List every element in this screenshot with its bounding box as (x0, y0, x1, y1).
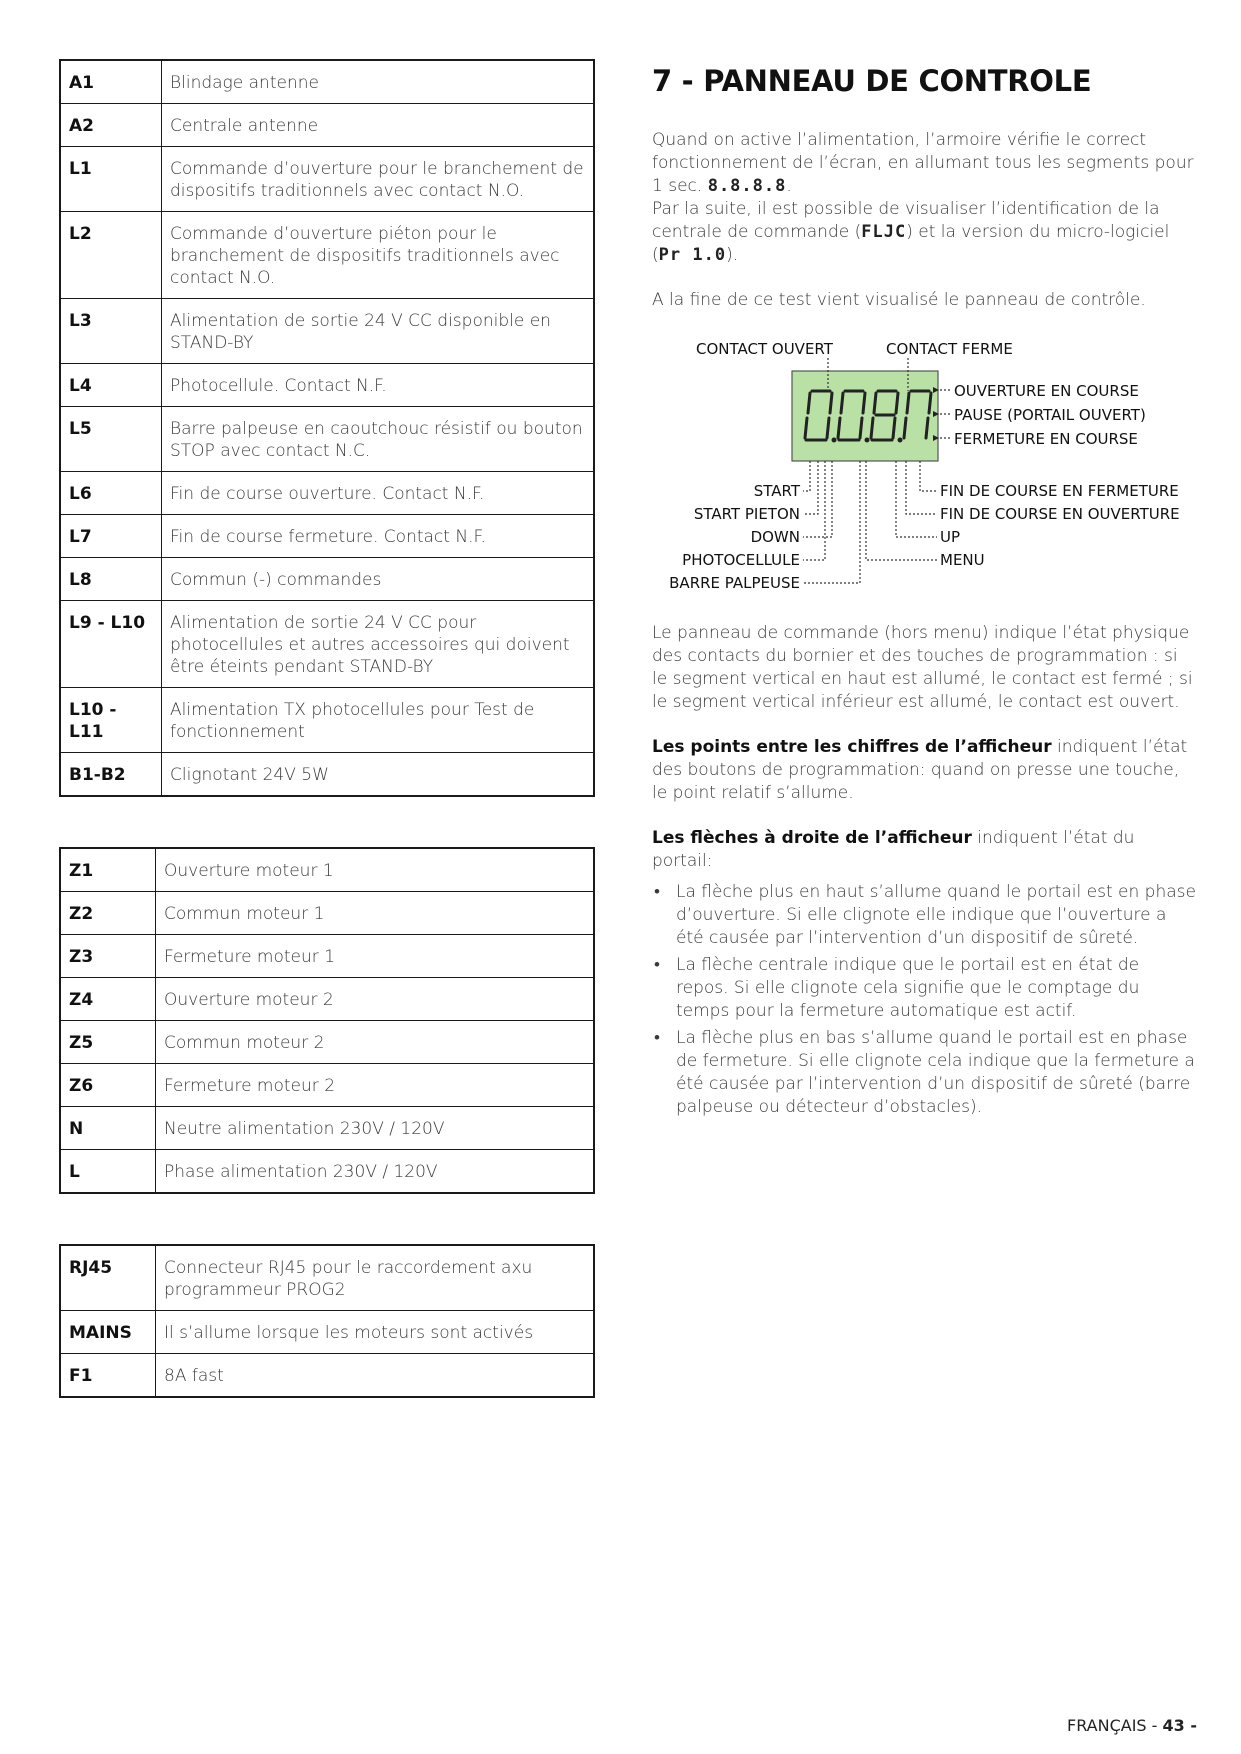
terminal-code: Z2 (60, 892, 156, 935)
bullet-text: La flèche centrale indique que le portail est en état de repos. Si elle clignote cela signifie que le comptage du temps pour la fermeture automatique est actif. (676, 955, 1140, 1021)
terminal-description: Alimentation de sortie 24 V CC disponible en STAND-BY (162, 299, 595, 364)
terminal-description: Commun (-) commandes (162, 558, 595, 601)
intro-text-2a: Par la suite, il est possible de visualiser l’identification de la centrale de commande ( (652, 199, 1160, 242)
table-row (60, 147, 594, 212)
bullet-dot: • (654, 882, 660, 902)
terminal-description: Il s’allume lorsque les moteurs sont activés (156, 1311, 595, 1354)
table-row (60, 1245, 594, 1311)
terminal-description: Alimentation TX photocellules pour Test de fonctionnement (162, 688, 595, 753)
terminal-code: L1 (60, 147, 162, 212)
terminal-code: Z3 (60, 935, 156, 978)
terminal-description: Connecteur RJ45 pour le raccordement axu programmeur PROG2 (156, 1245, 595, 1311)
terminal-code: RJ45 (60, 1245, 156, 1311)
label-barre-palpeuse: BARRE PALPEUSE (669, 574, 800, 592)
table-row (60, 212, 594, 299)
table-row (60, 753, 594, 797)
bullet-item (652, 954, 1197, 1023)
terminal-table-motors (59, 847, 595, 1194)
terminal-code: N (60, 1107, 156, 1150)
terminal-tables (59, 59, 595, 1398)
table-row (60, 892, 594, 935)
terminal-description: Barre palpeuse en caoutchouc résistif ou bouton STOP avec contact N.C. (162, 407, 595, 472)
segment-id-code: FLJC (861, 222, 907, 242)
terminal-description: Centrale antenne (162, 104, 595, 147)
intro-text-2c: ). (726, 245, 739, 265)
points-text: indiquent l’état des boutons de programmation: quand on presse une touche, le point relatif s’allume. (652, 737, 1188, 803)
terminal-description: Neutre alimentation 230V / 120V (156, 1107, 595, 1150)
terminal-description: Clignotant 24V 5W (162, 753, 595, 797)
label-up: UP (940, 528, 961, 546)
label-contact-ferme: CONTACT FERME (886, 340, 1013, 358)
terminal-description: Blindage antenne (162, 60, 595, 104)
terminal-description: Phase alimentation 230V / 120V (156, 1150, 595, 1194)
terminal-description: Photocellule. Contact N.F. (162, 364, 595, 407)
terminal-code: L3 (60, 299, 162, 364)
intro-id-line (652, 198, 1197, 267)
table-row (60, 688, 594, 753)
table-row (60, 1354, 594, 1398)
segment-version-code: Pr 1.0 (658, 245, 727, 265)
points-heading: Les points entre les chiffres de l’afficheur (652, 737, 1052, 757)
terminal-code: B1-B2 (60, 753, 162, 797)
page-footer (1067, 1716, 1197, 1735)
label-ouverture-en-course: OUVERTURE EN COURSE (954, 382, 1139, 400)
bullet-dot: • (654, 955, 660, 975)
table-row (60, 472, 594, 515)
terminal-table-connections (59, 59, 595, 797)
terminal-description: Fin de course ouverture. Contact N.F. (162, 472, 595, 515)
intro-text-1-end: . (786, 176, 792, 196)
terminal-code: Z5 (60, 1021, 156, 1064)
bullet-text: La flèche plus en bas s’allume quand le portail est en phase de fermeture. Si elle clignote cela indique que la fermeture a été causée par l’intervention d’un dispositif de sûreté (barre palpeuse ou détecteur d’obstacles). (676, 1028, 1195, 1117)
state-paragraph: Le panneau de commande (hors menu) indique l’état physique des contacts du bornier et des touches de programmation : si le segment vertical en haut est allumé, le contact est fermé ; si le segment vertical inférieur est allumé, le contact est ouvert. (652, 623, 1193, 712)
intro-text-2b: ) et la version du micro-logiciel ( (652, 222, 1170, 265)
page-number: 43 (1162, 1716, 1185, 1735)
label-fermeture-en-course: FERMETURE EN COURSE (954, 430, 1138, 448)
table-row (60, 1064, 594, 1107)
label-fin-ouverture: FIN DE COURSE EN OUVERTURE (940, 505, 1180, 523)
bullet-item (652, 881, 1197, 950)
points-paragraph (652, 736, 1197, 805)
intro-paragraph-end: A la fine de ce test vient visualisé le panneau de contrôle. (652, 290, 1146, 310)
terminal-code: L7 (60, 515, 162, 558)
arrows-text: indiquent l’état du portail: (652, 828, 1135, 871)
label-fin-fermeture: FIN DE COURSE EN FERMETURE (940, 482, 1179, 500)
terminal-description: Commande d’ouverture pour le branchement de dispositifs traditionnels avec contact N.O. (162, 147, 595, 212)
terminal-description: Commun moteur 1 (156, 892, 595, 935)
terminal-code: A1 (60, 60, 162, 104)
section-title: 7 - PANNEAU DE CONTROLE (652, 64, 1092, 98)
terminal-code: Z1 (60, 848, 156, 892)
terminal-code: L8 (60, 558, 162, 601)
terminal-code: L10 - L11 (60, 688, 162, 753)
label-menu: MENU (940, 551, 985, 569)
table-row (60, 601, 594, 688)
terminal-code: L9 - L10 (60, 601, 162, 688)
table-row (60, 515, 594, 558)
terminal-code: L2 (60, 212, 162, 299)
bullet-item (652, 1027, 1197, 1119)
table-row (60, 848, 594, 892)
terminal-description: Commande d’ouverture piéton pour le branchement de dispositifs traditionnels avec contact N.O. (162, 212, 595, 299)
terminal-code: L6 (60, 472, 162, 515)
label-down: DOWN (750, 528, 800, 546)
bullet-dot: • (654, 1028, 660, 1048)
terminal-description: Alimentation de sortie 24 V CC pour photocellules et autres accessoires qui doivent être éteints pendant STAND-BY (162, 601, 595, 688)
table-row (60, 935, 594, 978)
bullet-text: La flèche plus en haut s’allume quand le portail est en phase d’ouverture. Si elle clignote elle indique que l’ouverture a été causée par l’intervention d’un dispositif de sûreté. (676, 882, 1196, 948)
label-start: START (753, 482, 800, 500)
terminal-code: L4 (60, 364, 162, 407)
arrows-heading: Les flèches à droite de l’afficheur (652, 828, 972, 848)
table-row (60, 1021, 594, 1064)
lcd-display (792, 371, 938, 461)
table-row (60, 558, 594, 601)
table-row (60, 364, 594, 407)
table-row (60, 407, 594, 472)
label-pause: PAUSE (PORTAIL OUVERT) (954, 406, 1146, 424)
segment-test-code: 8.8.8.8 (707, 176, 787, 196)
terminal-description: Ouverture moteur 2 (156, 978, 595, 1021)
terminal-description: Commun moteur 2 (156, 1021, 595, 1064)
label-contact-ouvert: CONTACT OUVERT (696, 340, 833, 358)
terminal-code: A2 (60, 104, 162, 147)
label-photocellule: PHOTOCELLULE (682, 551, 800, 569)
table-row (60, 1311, 594, 1354)
footer-end: - (1184, 1716, 1197, 1735)
display-diagram-svg (640, 334, 1200, 604)
terminal-description: Fermeture moteur 2 (156, 1064, 595, 1107)
label-start-pieton: START PIETON (693, 505, 800, 523)
intro-paragraph (652, 129, 1197, 267)
terminal-code: F1 (60, 1354, 156, 1398)
terminal-code: MAINS (60, 1311, 156, 1354)
control-panel-section (652, 59, 1197, 1123)
terminal-description: Fin de course fermeture. Contact N.F. (162, 515, 595, 558)
terminal-description: Fermeture moteur 1 (156, 935, 595, 978)
terminal-code: Z6 (60, 1064, 156, 1107)
terminal-code: L5 (60, 407, 162, 472)
table-row (60, 978, 594, 1021)
terminal-description: 8A fast (156, 1354, 595, 1398)
table-row (60, 104, 594, 147)
table-row (60, 60, 594, 104)
terminal-description: Ouverture moteur 1 (156, 848, 595, 892)
footer-label: FRANÇAIS - (1066, 1716, 1163, 1735)
arrow-bullet-list (652, 881, 1197, 1119)
arrows-paragraph (652, 827, 1197, 873)
table-row (60, 1107, 594, 1150)
terminal-code: L (60, 1150, 156, 1194)
intro-text-1: Quand on active l’alimentation, l’armoire vérifie le correct fonctionnement de l’écran, en allumant tous les segments pour 1 sec. (652, 130, 1194, 196)
table-row (60, 1150, 594, 1194)
terminal-table-misc (59, 1244, 595, 1398)
table-row (60, 299, 594, 364)
display-diagram (640, 334, 1200, 604)
terminal-code: Z4 (60, 978, 156, 1021)
